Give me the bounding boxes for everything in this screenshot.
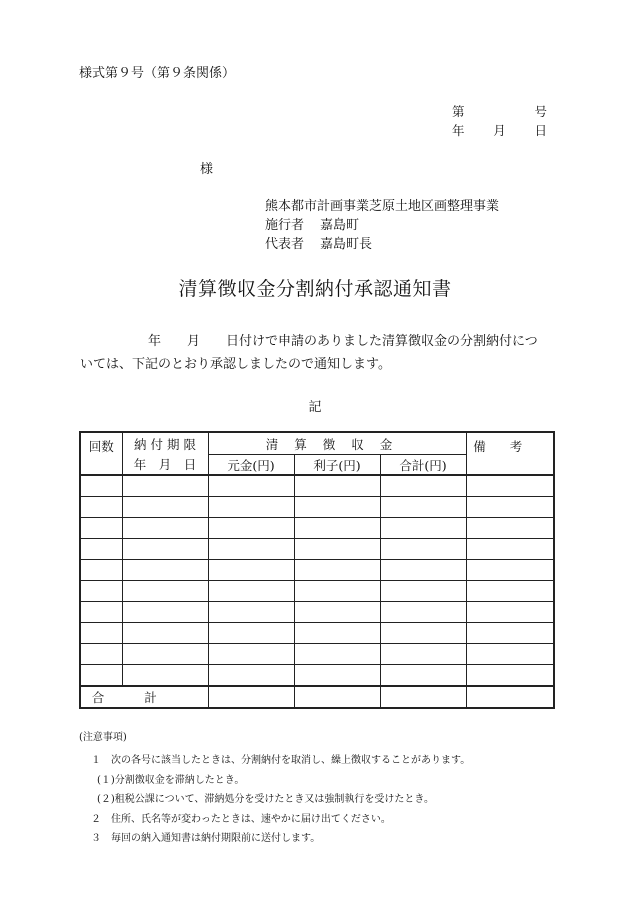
table-cell [80,581,122,602]
header-amount-group [208,432,466,455]
issuer-representative [265,233,372,252]
note-item-1-2: (２)租税公課について、滞納処分を受けたとき又は強制執行を受けたとき。 [97,794,435,805]
header-amount-group-text: 清算徴収金 [265,436,409,452]
table-row [80,665,554,687]
table-cell [294,665,380,687]
table-row [80,581,554,602]
table-row [80,602,554,623]
table-cell [466,644,554,665]
ki-marker: 記 [308,400,322,415]
table-cell [294,539,380,560]
installment-table [79,431,555,709]
table-cell [122,497,208,518]
total-row-label-text: 合計 [91,690,197,705]
total-cell [208,686,294,708]
table-cell [466,560,554,581]
table-cell [294,497,380,518]
table-row [80,644,554,665]
table-cell [208,497,294,518]
total-cell [466,686,554,708]
note-item-1-1: (１)分割徴収金を滞納したとき。 [97,775,245,786]
note-item-2: ２ 住所、氏名等が変わったときは、速やかに届け出てください。 [91,814,391,825]
table-cell [122,475,208,497]
table-header-row-1 [80,432,554,455]
table-cell [294,644,380,665]
table-cell [466,581,554,602]
table-cell [208,602,294,623]
table-cell [380,497,466,518]
number-suffix: 号 [534,104,547,119]
table-cell [466,497,554,518]
table-cell [466,539,554,560]
document-title: 清算徴収金分割納付承認通知書 [178,278,452,300]
header-total: 合計(円) [380,455,466,476]
executor-value: 嘉島町 [320,218,360,233]
table-cell [208,475,294,497]
table-cell [294,560,380,581]
table-row [80,518,554,539]
note-item-3: ３ 毎回の納入通知書は納付期限前に送付します。 [91,833,321,844]
table-cell [80,497,122,518]
table-cell [208,644,294,665]
table-row [80,539,554,560]
table-cell [380,665,466,687]
table-cell [80,560,122,581]
note-item-1: １ 次の各号に該当したときは、分割納付を取消し、繰上徴収することがあります。 [91,755,471,766]
table-cell [80,602,122,623]
table-cell [466,518,554,539]
table-cell [466,602,554,623]
issuer-project: 熊本都市計画事業芝原土地区画整理事業 [265,199,500,214]
table-cell [122,560,208,581]
table-row [80,560,554,581]
table-cell [122,665,208,687]
table-cell [122,539,208,560]
table-cell [208,518,294,539]
body-year: 年 [148,334,162,349]
issuer-executor [265,214,359,233]
table-cell [380,539,466,560]
table-cell [466,623,554,644]
table-cell [80,518,122,539]
table-cell [294,623,380,644]
table-cell [294,518,380,539]
recipient-honorific: 様 [200,162,214,177]
header-remarks [466,432,554,475]
date-year: 年 [452,123,465,138]
representative-label: 代表者 [265,237,305,252]
table-cell [122,623,208,644]
table-cell [294,602,380,623]
header-due-line2: 年 月 日 [122,455,208,476]
total-row-label [80,686,208,708]
header-principal: 元金(円) [208,455,294,476]
table-cell [80,475,122,497]
header-due-line1: 納 付 期 限 [122,432,208,455]
table-row [80,475,554,497]
table-cell [380,560,466,581]
table-cell [208,560,294,581]
body-line-2: いては、下記のとおり承認しましたので通知します。 [80,357,391,372]
table-cell [80,665,122,687]
table-cell [80,539,122,560]
table-cell [380,475,466,497]
table-cell [122,518,208,539]
table-cell [294,475,380,497]
header-interest: 利子(円) [294,455,380,476]
table-cell [80,623,122,644]
table-cell [208,539,294,560]
date-month: 月 [493,123,506,138]
number-prefix: 第 [452,104,465,119]
table-cell [208,623,294,644]
representative-value: 嘉島町長 [320,237,373,252]
header-kaisu: 回数 [80,432,122,475]
total-cell [380,686,466,708]
table-cell [122,602,208,623]
date-day: 日 [534,123,547,138]
notes-heading: (注意事項) [79,732,127,743]
table-cell [466,665,554,687]
table-cell [380,518,466,539]
table-cell [380,602,466,623]
total-cell [294,686,380,708]
table-cell [208,581,294,602]
body-line-1 [148,330,538,349]
table-cell [380,644,466,665]
header-remarks-text: 備考 [473,439,547,454]
body-month: 月 [187,334,201,349]
issue-date [452,121,547,139]
table-cell [122,644,208,665]
document-number [452,102,547,120]
table-cell [294,581,380,602]
table-row [80,497,554,518]
total-row [80,686,554,708]
body-line1-rest: 日付けで申請のありました清算徴収金の分割納付につ [226,334,538,349]
table-cell [122,581,208,602]
table-row [80,623,554,644]
table-cell [466,475,554,497]
table-cell [208,665,294,687]
table-cell [380,581,466,602]
form-number: 様式第９号（第９条関係） [79,66,236,81]
table-cell [80,644,122,665]
table-cell [380,623,466,644]
executor-label: 施行者 [265,218,305,233]
